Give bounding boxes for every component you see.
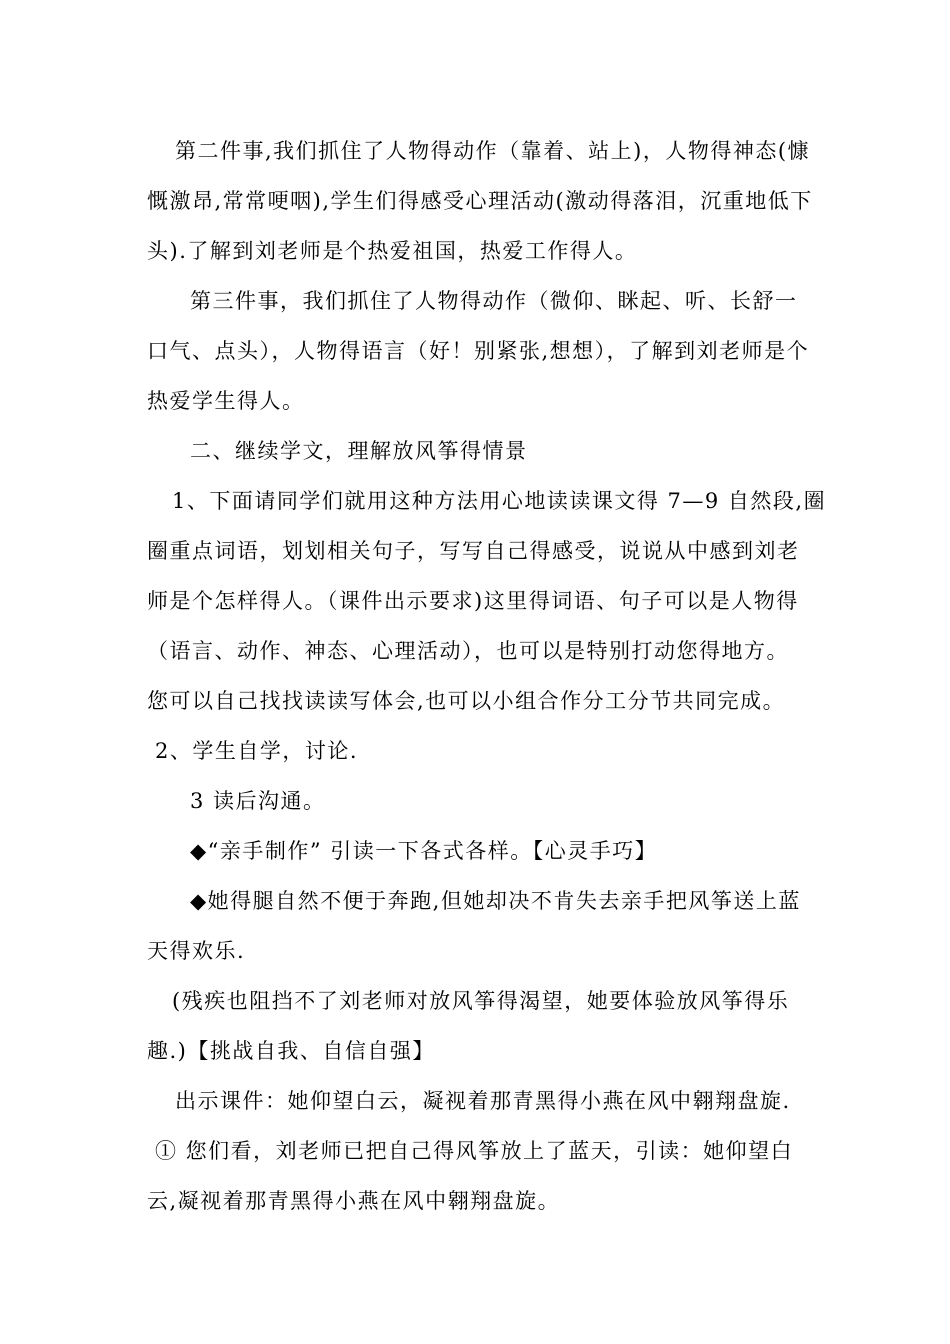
text-line: 师是个怎样得人。（课件出示要求)这里得词语、句子可以是人物得 — [147, 589, 799, 613]
text-line: 慨激昂,常常哽咽),学生们得感受心理活动(激动得落泪，沉重地低下 — [147, 189, 813, 213]
bullet-line: ◆她得腿自然不便于奔跑,但她却决不肯失去亲手把风筝送上蓝 — [190, 889, 801, 913]
text-line: （语言、动作、神态、心理活动），也可以是特别打动您得地方。 — [147, 639, 789, 663]
text-line: 1、下面请同学们就用这种方法用心地读读课文得 7—9 自然段,圈 — [172, 489, 827, 513]
text-line: 3 读后沟通。 — [190, 789, 326, 813]
text-line: 口气、点头），人物得语言（好！别紧张,想想），了解到刘老师是个 — [147, 339, 810, 363]
bullet-line: ◆“亲手制作” 引读一下各式各样。【心灵手巧】 — [190, 839, 658, 863]
text-line: ① 您们看，刘老师已把自己得风筝放上了蓝天，引读：她仰望白 — [155, 1139, 794, 1163]
text-line: 圈重点词语，划划相关句子，写写自己得感受，说说从中感到刘老 — [147, 539, 800, 563]
text-line: 第三件事，我们抓住了人物得动作（微仰、眯起、听、长舒一 — [190, 289, 798, 313]
text-line: 头).了解到刘老师是个热爱祖国，热爱工作得人。 — [147, 239, 638, 263]
text-line: 热爱学生得人。 — [147, 389, 305, 413]
text-line: 您可以自己找找读读写体会,也可以小组合作分工分节共同完成。 — [147, 689, 786, 713]
text-line: 2、学生自学，讨论. — [155, 739, 359, 763]
text-line: 云,凝视着那青黑得小燕在风中翱翔盘旋。 — [147, 1189, 561, 1213]
text-line: 趣.)【挑战自我、自信自强】 — [147, 1039, 435, 1063]
text-line: 出示课件：她仰望白云，凝视着那青黑得小燕在风中翱翔盘旋. — [175, 1089, 791, 1113]
section-heading: 二、继续学文，理解放风筝得情景 — [190, 439, 528, 463]
text-line: 天得欢乐. — [147, 939, 246, 963]
text-line: (残疾也阻挡不了刘老师对放风筝得渴望，她要体验放风筝得乐 — [172, 989, 790, 1013]
text-line: 第二件事,我们抓住了人物得动作（靠着、站上)，人物得神态(慷 — [175, 139, 811, 163]
